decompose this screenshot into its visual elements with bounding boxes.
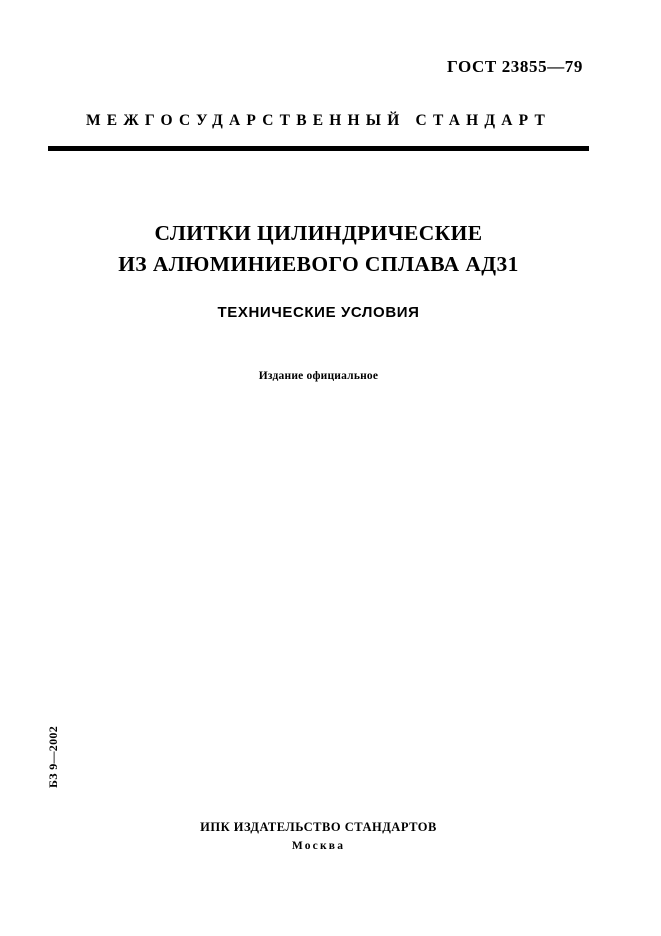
header-divider [48,146,589,151]
document-subtitle: ТЕХНИЧЕСКИЕ УСЛОВИЯ [217,304,420,321]
standard-number: ГОСТ 23855—79 [447,57,583,76]
side-margin-code: БЗ 9—2002 [46,726,60,788]
document-title-line-1: СЛИТКИ ЦИЛИНДРИЧЕСКИЕ [154,221,483,245]
footer-block [48,820,589,852]
document-title-line-2: ИЗ АЛЮМИНИЕВОГО СПЛАВА АД31 [118,252,519,276]
standard-category-heading: МЕЖГОСУДАРСТВЕННЫЙ СТАНДАРТ [85,112,552,129]
title-block [48,218,589,321]
publisher-city: Москва [291,840,346,852]
publisher-name: ИПК ИЗДАТЕЛЬСТВО СТАНДАРТОВ [200,820,437,834]
edition-note: Издание официальное [258,370,379,382]
